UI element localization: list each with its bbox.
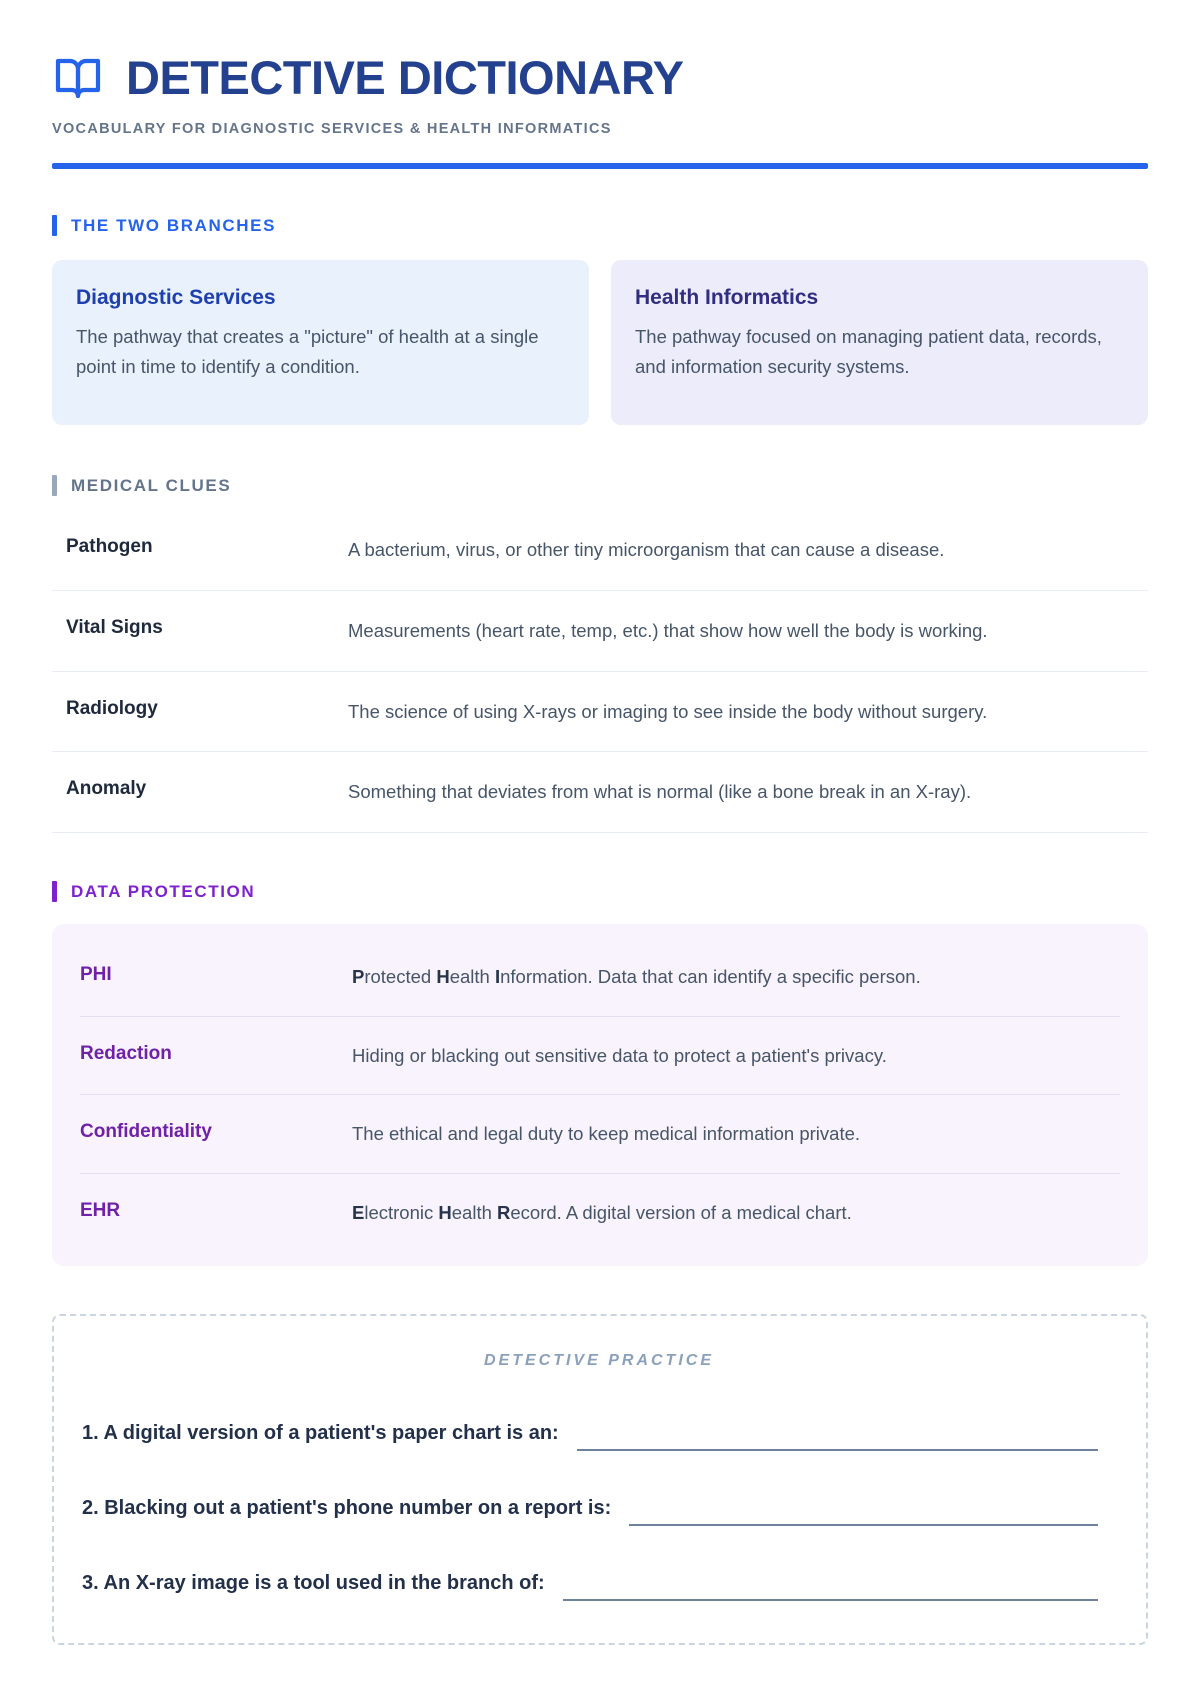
branch-card-diagnostic-services	[52, 260, 589, 425]
term-definition: The ethical and legal duty to keep medical information private.	[352, 1123, 861, 1145]
header	[52, 50, 1148, 169]
section-two-branches	[52, 215, 1148, 425]
section-label-text: THE TWO BRANCHES	[71, 215, 277, 235]
term-label: Radiology	[66, 697, 158, 719]
section-accent-bar	[52, 881, 57, 902]
term-definition: The science of using X-rays or imaging to see inside the body without surgery.	[348, 700, 988, 722]
page-title: DETECTIVE DICTIONARY	[126, 51, 684, 104]
medical-clues-list	[52, 510, 1148, 833]
header-divider	[52, 163, 1148, 169]
term-label: Pathogen	[66, 536, 153, 557]
term-definition: A bacterium, virus, or other tiny microorganism that can cause a disease.	[348, 539, 945, 560]
section-data-protection	[52, 881, 1148, 1265]
term-row	[80, 1017, 1120, 1096]
practice-box	[52, 1314, 1148, 1645]
term-row	[80, 1174, 1120, 1252]
question-label: 2. Blacking out a patient's phone number on a report is:	[82, 1496, 612, 1519]
branch-card-body: The pathway focused on managing patient data, records, and information security systems.	[635, 326, 1102, 377]
answer-line[interactable]	[577, 1449, 1098, 1451]
branch-card-title: Diagnostic Services	[76, 286, 276, 309]
section-medical-clues	[52, 475, 1148, 833]
answer-line[interactable]	[629, 1524, 1098, 1526]
section-label-two-branches	[52, 215, 1148, 236]
branch-card-title: Health Informatics	[635, 286, 819, 309]
term-definition: Electronic Health Record. A digital version of a medical chart.	[352, 1202, 852, 1224]
term-label: EHR	[80, 1200, 121, 1222]
term-row	[52, 591, 1148, 672]
practice-question	[82, 1572, 1116, 1595]
page-subtitle: VOCABULARY FOR DIAGNOSTIC SERVICES & HEALTH INFORMATICS	[52, 121, 612, 137]
term-definition: Measurements (heart rate, temp, etc.) that show how well the body is working.	[348, 619, 988, 641]
practice-question	[82, 1497, 1116, 1520]
section-label-text: DATA PROTECTION	[71, 881, 256, 901]
section-label-medical-clues	[52, 475, 1148, 496]
term-label: Confidentiality	[80, 1121, 212, 1143]
section-accent-bar	[52, 215, 57, 236]
practice-question	[82, 1422, 1116, 1445]
term-label: Redaction	[80, 1042, 172, 1064]
section-label-text: MEDICAL CLUES	[71, 475, 232, 495]
data-protection-card	[52, 924, 1148, 1265]
term-label: PHI	[80, 964, 112, 986]
term-definition: Protected Health Information. Data that can identify a specific person.	[352, 966, 921, 988]
term-row	[80, 1095, 1120, 1174]
branch-card-body: The pathway that creates a "picture" of health at a single point in time to identify a condition.	[76, 326, 539, 377]
branch-card-health-informatics	[611, 260, 1148, 425]
section-label-data-protection	[52, 881, 1148, 902]
practice-title: DETECTIVE PRACTICE	[483, 1351, 714, 1369]
term-label: Anomaly	[66, 778, 147, 800]
section-accent-bar	[52, 475, 57, 496]
term-definition: Hiding or blacking out sensitive data to protect a patient's privacy.	[352, 1044, 887, 1066]
term-definition: Something that deviates from what is normal (like a bone break in an X-ray).	[348, 781, 972, 803]
question-label: 1. A digital version of a patient's paper chart is an:	[82, 1421, 559, 1444]
term-row	[52, 752, 1148, 833]
book-open-icon	[52, 54, 104, 102]
term-row	[52, 672, 1148, 753]
term-row	[80, 938, 1120, 1017]
question-label: 3. An X-ray image is a tool used in the branch of:	[82, 1571, 545, 1594]
term-row	[52, 510, 1148, 591]
term-label: Vital Signs	[66, 616, 163, 638]
